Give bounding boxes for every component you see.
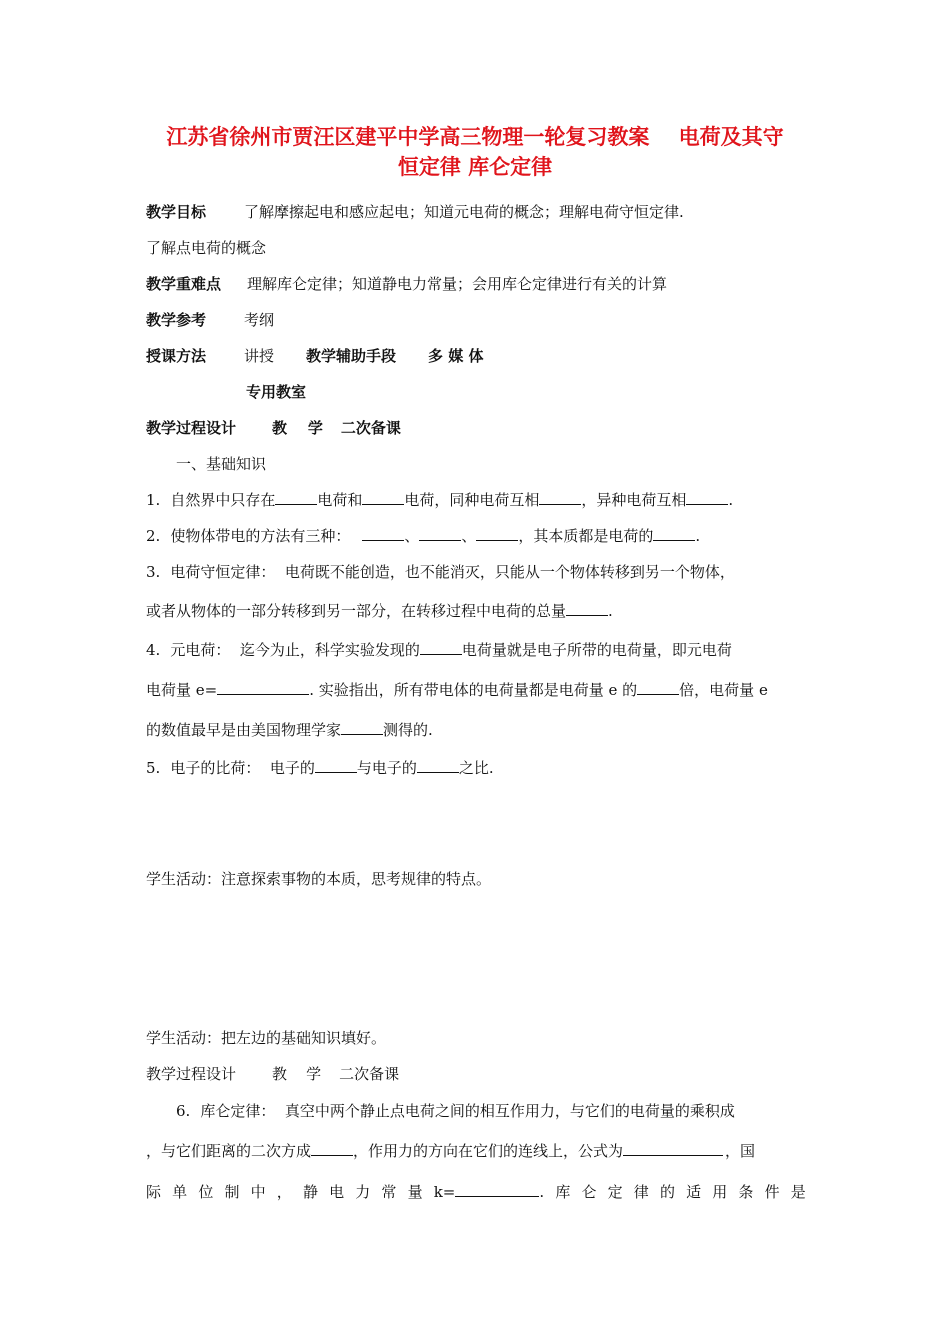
q6-text-b: ，与它们距离的二次方成 [146,1142,312,1160]
q2-text-b: 、 [404,527,420,545]
q4-text-a: 元电荷： 迄今为止，科学实验发现的 [170,641,420,659]
q1-blank-2[interactable] [362,490,404,505]
q5-text-a: 电子的比荷： 电子的 [170,759,315,777]
q4-blank-4[interactable] [341,720,383,735]
process2-prep: 二次备课 [339,1065,400,1083]
ref-text: 考纲 [244,311,275,329]
key-label: 教学重难点 [146,275,222,293]
q6-blank-1[interactable] [311,1141,353,1156]
question-1 [146,490,733,510]
q6-char: 库 [555,1183,571,1201]
q4-text-b: 电荷量就是电子所带的电荷量，即元电荷 [461,641,732,659]
q4-text-c: 电荷量 e= [146,681,218,699]
q6-char: 定 [607,1183,623,1201]
q6-char: 仑 [581,1183,597,1201]
q6-char: 静 [302,1183,318,1201]
teaching-goal [146,202,684,222]
q6-char: 量 [407,1183,423,1201]
q3-text-a: 电荷守恒定律： 电荷既不能创造，也不能消灭，只能从一个物体转移到另一个物体， [170,563,735,581]
q6-char: 用 [712,1183,728,1201]
q6-k-group: k= . [433,1183,545,1201]
q5-text-c: 之比. [458,759,494,777]
student-activity-1: 学生活动：注意探索事物的本质，思考规律的特点。 [146,870,492,888]
q6-text-a: 库仑定律： 真空中两个静止点电荷之间的相互作用力，与它们的电荷量的乘积成 [200,1102,735,1120]
q6-char: 是 [790,1183,806,1201]
q6-char: 力 [355,1183,371,1201]
q1-text-c: 电荷，同种电荷互相 [404,491,540,509]
question-6-line-1 [176,1101,735,1121]
process-label: 教学过程设计 [146,419,237,437]
q6-char: 单 [172,1183,188,1201]
question-4-line-3 [146,720,433,740]
question-5 [146,758,494,778]
key-text: 理解库仑定律；知道静电力常量；会用库仑定律进行有关的计算 [247,275,668,293]
question-6-line-3 [146,1182,806,1202]
q6-char: 常 [381,1183,397,1201]
q6-text-d: ，国 [725,1142,756,1160]
q4-text-d: . 实验指出，所有带电体的电荷量都是电荷量 e 的 [309,681,638,699]
q2-text-c: 、 [461,527,477,545]
q2-num: 2. [146,527,161,545]
q5-text-b: 与电子的 [356,759,417,777]
q2-blank-2[interactable] [419,526,461,541]
q6-k-blank[interactable] [455,1182,539,1197]
q2-text-d: ，其本质都是电荷的 [518,527,654,545]
q6-k-label: k= [433,1183,456,1201]
q6-char: 位 [198,1183,214,1201]
q5-num: 5. [146,759,161,777]
q2-blank-3[interactable] [476,526,518,541]
q6-formula-blank[interactable] [623,1141,723,1156]
q1-text-e: . [728,491,734,509]
q1-text-d: ，异种电荷互相 [581,491,687,509]
q2-blank-1[interactable] [362,526,404,541]
q4-text-f: 的数值最早是由美国物理学家 [146,721,342,739]
document-title [140,122,810,182]
q3-text-b: 或者从物体的一部分转移到另一部分，在转移过程中电荷的总量 [146,602,567,620]
teaching-reference [146,310,274,330]
question-6-line-2 [146,1141,755,1161]
q3-num: 3. [146,563,161,581]
goal-label: 教学目标 [146,203,207,221]
q4-blank-2[interactable] [217,680,309,695]
process-header-2 [146,1064,399,1084]
q4-blank-3[interactable] [637,680,679,695]
q6-char: 律 [633,1183,649,1201]
teach-label: 教 学 [272,419,323,437]
q6-char: 制 [224,1183,240,1201]
q4-num: 4. [146,641,161,659]
q1-text-b: 电荷和 [317,491,363,509]
process-header [146,418,401,438]
q6-char: 的 [659,1183,675,1201]
q6-char: 适 [686,1183,702,1201]
q6-char: 中 [250,1183,266,1201]
process2-label: 教学过程设计 [146,1065,237,1083]
q6-char: 件 [764,1183,780,1201]
teaching-method [146,346,484,366]
q2-text-e: . [695,527,701,545]
prep-label: 二次备课 [340,419,401,437]
aid-label: 教学辅助手段 [306,347,397,365]
question-3-line-1 [146,562,735,582]
title-line-1: 江苏省徐州市贾汪区建平中学高三物理一轮复习教案 电荷及其守 [166,125,784,149]
q1-blank-3[interactable] [539,490,581,505]
question-2 [146,526,700,546]
q1-blank-4[interactable] [686,490,728,505]
q5-blank-1[interactable] [315,758,357,773]
process2-teach: 教 学 [272,1065,322,1083]
q3-text-c: . [608,602,613,620]
q1-num: 1. [146,491,161,509]
question-3-line-2 [146,601,613,621]
method-text: 讲授 [244,347,275,365]
aid-text: 多 媒 体 [428,347,484,365]
q6-char: 电 [329,1183,345,1201]
q6-char: 条 [738,1183,754,1201]
q6-char: 际 [146,1183,162,1201]
q5-blank-2[interactable] [417,758,459,773]
section-heading: 一、基础知识 [176,455,267,473]
q2-blank-4[interactable] [653,526,695,541]
q2-text-a: 使物体带电的方法有三种： [170,527,351,545]
question-4-line-2 [146,680,768,700]
goal-text: 了解摩擦起电和感应起电；知道元电荷的概念；理解电荷守恒定律. [244,203,684,221]
q1-blank-1[interactable] [275,490,317,505]
method-label: 授课方法 [146,347,207,365]
student-activity-2: 学生活动：把左边的基础知识填好。 [146,1029,387,1047]
key-points [146,274,667,294]
q6-num: 6. [176,1102,191,1120]
q4-blank-1[interactable] [420,640,462,655]
q6-text-c: ，作用力的方向在它们的连线上，公式为 [353,1142,624,1160]
room-text: 专用教室 [246,383,307,401]
title-line-2: 恒定律 库仑定律 [397,155,553,179]
q4-text-e: 倍，电荷量 e [679,681,768,699]
ref-label: 教学参考 [146,311,207,329]
q3-blank-1[interactable] [566,601,608,616]
question-4-line-1 [146,640,732,660]
goal-text-2: 了解点电荷的概念 [146,239,267,257]
q4-text-g: 测得的. [383,721,433,739]
q1-text-a: 自然界中只存在 [170,491,276,509]
q6-char: ， [276,1183,292,1201]
